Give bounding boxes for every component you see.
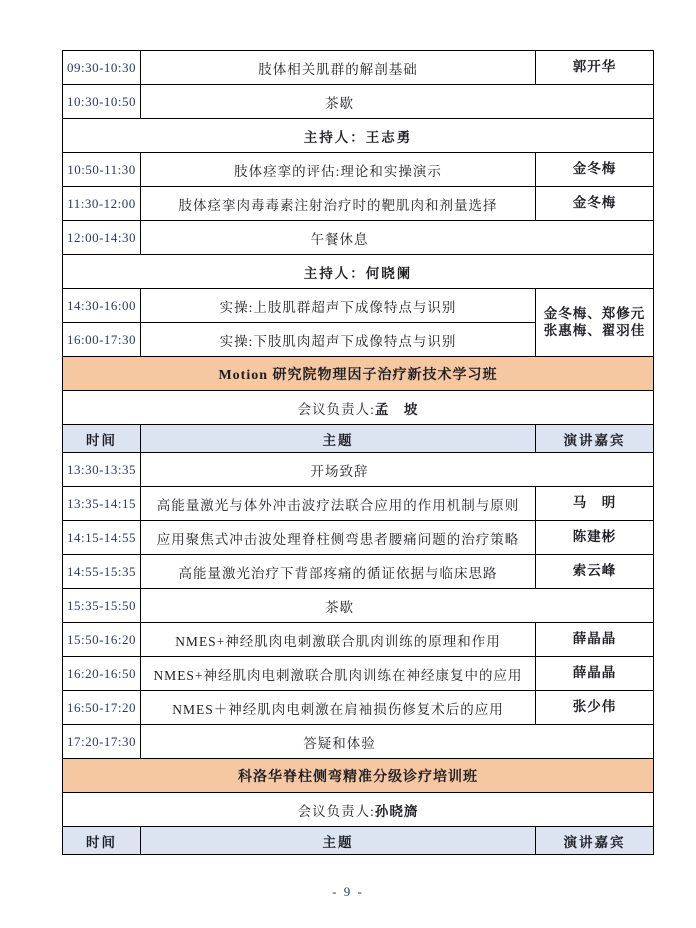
host-row [63, 119, 654, 153]
table-row [63, 691, 654, 725]
table-row [63, 453, 654, 487]
speaker-line: 张惠梅、翟羽佳 [543, 322, 646, 338]
topic-cell: 实操:上肢肌群超声下成像特点与识别 [141, 289, 536, 323]
leader-name: 孟 坡 [374, 401, 419, 417]
topic-cell: NMES+神经肌肉电刺激联合肌肉训练在神经康复中的应用 [141, 657, 536, 691]
column-header-topic: 主题 [141, 425, 536, 453]
column-header-time: 时间 [63, 827, 141, 855]
table-row [63, 187, 654, 221]
speaker-cell: 金冬梅 [536, 187, 654, 221]
table-row [63, 487, 654, 521]
table-row [63, 725, 654, 759]
leader-label: 会议负责人: [297, 803, 375, 819]
speaker-line: 金冬梅、郑修元 [543, 305, 646, 321]
leader-label: 会议负责人: [297, 401, 375, 417]
topic-cell: 实操:下肢肌肉超声下成像特点与识别 [141, 323, 536, 357]
topic-cell: NMES＋神经肌肉电刺激在肩袖损伤修复术后的应用 [141, 691, 536, 725]
leader-row [63, 391, 654, 425]
section-title: 科洛华脊柱侧弯精准分级诊疗培训班 [63, 759, 654, 793]
table-row [63, 289, 654, 323]
time-cell: 11:30-12:00 [63, 187, 141, 221]
topic-cell: 开场致辞 [141, 453, 654, 487]
table-row [63, 153, 654, 187]
table-row [63, 85, 654, 119]
leader-name: 孙晓旖 [374, 803, 419, 819]
speaker-cell: 薛晶晶 [536, 623, 654, 657]
time-cell: 15:50-16:20 [63, 623, 141, 657]
topic-cell: 高能量激光治疗下背部疼痛的循证依据与临床思路 [141, 555, 536, 589]
time-cell: 12:00-14:30 [63, 221, 141, 255]
host-cell: 主持人：何晓阑 [63, 255, 654, 289]
leader-cell [63, 793, 654, 827]
schedule-table [62, 50, 654, 855]
speaker-cell: 郭开华 [536, 51, 654, 85]
speaker-cell: 薛晶晶 [536, 657, 654, 691]
page-number: - 9 - [332, 884, 364, 899]
host-cell: 主持人：王志勇 [63, 119, 654, 153]
column-header-row [63, 827, 654, 855]
time-cell: 17:20-17:30 [63, 725, 141, 759]
time-cell: 10:50-11:30 [63, 153, 141, 187]
topic-cell: 肢体痉挛肉毒毒素注射治疗时的靶肌肉和剂量选择 [141, 187, 536, 221]
time-cell: 09:30-10:30 [63, 51, 141, 85]
topic-cell: 肢体痉挛的评估:理论和实操演示 [141, 153, 536, 187]
speaker-cell [536, 289, 654, 357]
section-header-row [63, 357, 654, 391]
topic-cell: 茶歇 [141, 589, 654, 623]
topic-cell: 高能量激光与体外冲击波疗法联合应用的作用机制与原则 [141, 487, 536, 521]
topic-cell: NMES+神经肌肉电刺激联合肌肉训练的原理和作用 [141, 623, 536, 657]
time-cell: 10:30-10:50 [63, 85, 141, 119]
column-header-speaker: 演讲嘉宾 [536, 827, 654, 855]
time-cell: 15:35-15:50 [63, 589, 141, 623]
leader-cell [63, 391, 654, 425]
time-cell: 16:50-17:20 [63, 691, 141, 725]
speaker-cell: 索云峰 [536, 555, 654, 589]
section-title: Motion 研究院物理因子治疗新技术学习班 [63, 357, 654, 391]
time-cell: 14:55-15:35 [63, 555, 141, 589]
topic-cell: 茶歇 [141, 85, 654, 119]
speaker-cell: 陈建彬 [536, 521, 654, 555]
section-header-row [63, 759, 654, 793]
column-header-speaker: 演讲嘉宾 [536, 425, 654, 453]
column-header-topic: 主题 [141, 827, 536, 855]
time-cell: 13:30-13:35 [63, 453, 141, 487]
table-row [63, 623, 654, 657]
topic-cell: 肢体相关肌群的解剖基础 [141, 51, 536, 85]
topic-cell: 午餐休息 [141, 221, 654, 255]
time-cell: 16:00-17:30 [63, 323, 141, 357]
table-row [63, 221, 654, 255]
host-row [63, 255, 654, 289]
column-header-time: 时间 [63, 425, 141, 453]
table-row [63, 51, 654, 85]
leader-row [63, 793, 654, 827]
topic-cell: 应用聚焦式冲击波处理脊柱侧弯患者腰痛问题的治疗策略 [141, 521, 536, 555]
topic-cell: 答疑和体验 [141, 725, 654, 759]
table-row [63, 555, 654, 589]
speaker-cell: 金冬梅 [536, 153, 654, 187]
time-cell: 14:15-14:55 [63, 521, 141, 555]
time-cell: 14:30-16:00 [63, 289, 141, 323]
speaker-cell: 张少伟 [536, 691, 654, 725]
table-row [63, 657, 654, 691]
time-cell: 13:35-14:15 [63, 487, 141, 521]
column-header-row [63, 425, 654, 453]
table-row [63, 521, 654, 555]
time-cell: 16:20-16:50 [63, 657, 141, 691]
speaker-cell: 马 明 [536, 487, 654, 521]
table-row [63, 589, 654, 623]
